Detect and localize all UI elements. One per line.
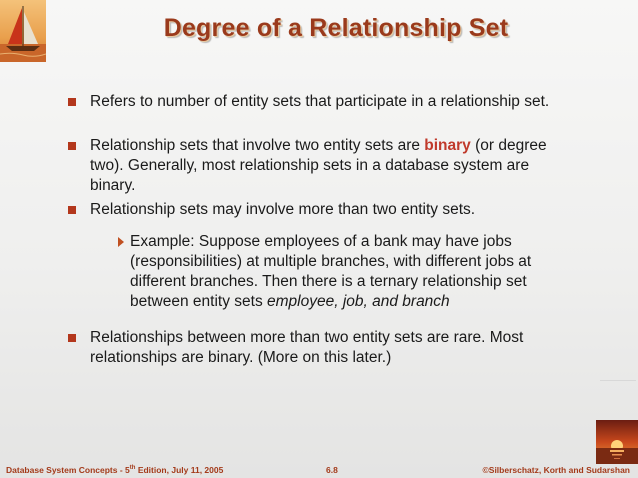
bullet-2-pre: Relationship sets that involve two entity sets are <box>90 137 425 154</box>
slide-footer <box>0 462 638 478</box>
square-bullet-icon <box>68 98 76 106</box>
divider <box>600 380 636 381</box>
page-number: 6.8 <box>326 465 338 475</box>
bullet-2-text <box>90 136 550 196</box>
square-bullet-icon <box>68 334 76 342</box>
triangle-bullet-icon <box>118 237 124 247</box>
sub-bullet-pre: Example: Suppose employees of a bank may have jobs (responsibilities) at multiple branches, with different jobs at different branches. Then there is a ternary relationship set between entity sets <box>130 233 532 310</box>
entity-sets-italic: employee, job, and branch <box>267 293 450 310</box>
footer-book-title <box>6 465 223 475</box>
square-bullet-icon <box>68 206 76 214</box>
square-bullet-icon <box>68 142 76 150</box>
copyright: ©Silberschatz, Korth and Sudarshan <box>482 465 630 475</box>
sunset-image <box>596 420 638 464</box>
bullet-1-text: Refers to number of entity sets that participate in a relationship set. <box>90 93 550 110</box>
sub-bullet-text <box>130 232 542 312</box>
binary-highlight: binary <box>424 137 471 154</box>
footer-title-pre: Database System Concepts - 5 <box>6 465 130 475</box>
footer-title-post: Edition, July 11, 2005 <box>135 465 224 475</box>
slide-title: Degree of a Relationship Set <box>163 14 509 42</box>
bullet-4-text: Relationships between more than two entity sets are rare. Most relationships are binary. (More on this later.) <box>90 329 524 366</box>
bullet-2-post: (or degree two). Generally, most relationship sets in a database system are binary. <box>90 137 547 194</box>
bullet-3-text: Relationship sets may involve more than two entity sets. <box>90 201 476 218</box>
footer-title-sup: th <box>129 465 136 472</box>
